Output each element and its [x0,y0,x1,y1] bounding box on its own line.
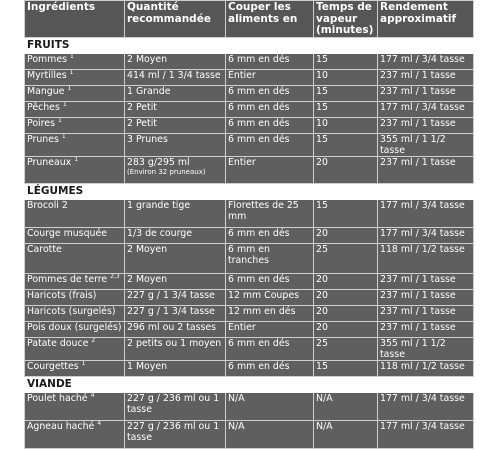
ingredient-name: Courge musquée [27,227,107,239]
quantity-text: 227 g / 1 3/4 tasse [127,289,215,301]
ingredient-cell [25,227,125,243]
quantity-text: 414 ml / 1 3/4 tasse [127,69,221,81]
yield-cell: 177 ml / 3/4 tasse [378,420,474,448]
quantity-cell [125,305,226,321]
steam-time-cell: 20 [314,305,378,321]
quantity-text: 3 Prunes [127,133,168,145]
footnote-marker: 1 [61,133,66,140]
ingredient-cell [25,156,125,183]
table-row [25,360,474,376]
quantity-text: 2 Moyen [127,243,168,255]
footnote-marker: 2,3 [110,273,120,280]
footnote-marker: 2 [91,337,96,344]
ingredient-name: Courgettes [27,360,79,372]
steam-time-cell: 25 [314,337,378,360]
quantity-text: 2 Petit [127,101,157,113]
ingredient-cell [25,243,125,273]
yield-cell: 237 ml / 1 tasse [378,273,474,289]
yield-cell: 237 ml / 1 tasse [378,321,474,337]
ingredient-cell [25,305,125,321]
table-row [25,53,474,69]
table-row [25,273,474,289]
table-row [25,69,474,85]
cut-cell: Entier [226,321,314,337]
header-yield: Rendement approximatif [378,1,474,38]
table-row [25,227,474,243]
header-row [25,1,474,38]
cut-cell: N/A [226,420,314,448]
steam-time-cell: N/A [314,420,378,448]
cut-cell: 12 mm Coupes [226,289,314,305]
ingredient-cell [25,273,125,289]
cut-cell: 6 mm en dés [226,101,314,117]
footnote-marker: 1 [69,53,74,60]
section-row [25,183,474,199]
ingredient-name: Haricots (frais) [27,289,97,301]
ingredient-cell [25,360,125,376]
ingredient-cell [25,117,125,133]
ingredient-cell [25,289,125,305]
ingredient-cell [25,53,125,69]
ingredient-name: Pois doux (surgelés) [27,321,122,333]
steam-time-cell: 20 [314,273,378,289]
footnote-marker: 4 [97,420,102,427]
ingredient-cell [25,133,125,156]
header-cut: Couper les aliments en [226,1,314,38]
quantity-text: 1 Grande [127,85,171,97]
table-row [25,85,474,101]
quantity-text: 2 Moyen [127,53,168,65]
section-title: LÉGUMES [25,183,474,199]
quantity-cell [125,227,226,243]
ingredient-name: Myrtilles [27,69,67,81]
cut-cell: Florettes de 25 mm [226,199,314,227]
quantity-cell [125,337,226,360]
quantity-text: 1 Moyen [127,360,168,372]
section-row [25,376,474,392]
quantity-cell [125,360,226,376]
header-ingredients: Ingrédients [25,1,125,38]
quantity-cell [125,243,226,273]
quantity-cell [125,273,226,289]
ingredient-name: Haricots (surgelés) [27,305,116,317]
ingredient-name: Patate douce [27,337,89,349]
cut-cell: 6 mm en dés [226,117,314,133]
footnote-marker: 4 [90,392,95,399]
footnote-marker: 1 [69,69,74,76]
quantity-cell [125,85,226,101]
quantity-text: 2 Moyen [127,273,168,285]
footnote-marker: 1 [81,360,86,367]
quantity-subnote: (Environ 32 pruneaux) [127,167,206,176]
ingredient-name: Pommes de terre [27,273,108,285]
steam-time-cell: 25 [314,243,378,273]
steam-time-cell: 20 [314,227,378,243]
table-row [25,243,474,273]
yield-cell: 237 ml / 1 tasse [378,156,474,183]
steam-time-cell: 15 [314,101,378,117]
quantity-cell [125,53,226,69]
yield-cell: 118 ml / 1/2 tasse [378,243,474,273]
table-row [25,117,474,133]
footnote-marker: 1 [62,101,67,108]
quantity-cell [125,101,226,117]
ingredient-cell [25,101,125,117]
ingredient-name: Poires [27,117,55,129]
quantity-text: 2 petits ou 1 moyen [127,337,222,349]
quantity-text: 283 g/295 ml [127,156,190,168]
steam-time-cell: 15 [314,133,378,156]
steam-time-cell: 15 [314,85,378,101]
ingredient-cell [25,392,125,420]
cut-cell: 6 mm en dés [226,273,314,289]
yield-cell: 118 ml / 1/2 tasse [378,360,474,376]
table-row [25,305,474,321]
cut-cell: Entier [226,156,314,183]
table-body [25,37,474,448]
table-row [25,199,474,227]
ingredient-cell [25,199,125,227]
quantity-cell [125,392,226,420]
steam-time-cell: 15 [314,360,378,376]
section-title: VIANDE [25,376,474,392]
cut-cell: 6 mm en dés [226,85,314,101]
steam-time-cell: 20 [314,321,378,337]
quantity-cell [125,289,226,305]
ingredient-cell [25,85,125,101]
section-row [25,37,474,53]
quantity-cell [125,199,226,227]
quantity-cell [125,156,226,183]
footnote-marker: 1 [67,85,72,92]
cut-cell: Entier [226,69,314,85]
cut-cell: 6 mm en dés [226,53,314,69]
ingredient-name: Pruneaux [27,156,72,168]
cut-cell: 6 mm en dés [226,133,314,156]
quantity-cell [125,420,226,448]
cut-cell: 6 mm en dés [226,337,314,360]
quantity-text: 227 g / 236 ml ou 1 tasse [127,420,220,443]
quantity-text: 227 g / 236 ml ou 1 tasse [127,392,220,415]
steam-time-cell: 10 [314,117,378,133]
steaming-guide-table [24,0,474,449]
cut-cell: 6 mm en tranches [226,243,314,273]
steam-time-cell: 20 [314,156,378,183]
table-row [25,101,474,117]
cut-cell: 6 mm en dés [226,227,314,243]
footnote-marker: 1 [57,117,62,124]
ingredient-name: Mangue [27,85,65,97]
steam-time-cell: 15 [314,199,378,227]
ingredient-name: Prunes [27,133,59,145]
yield-cell: 177 ml / 3/4 tasse [378,101,474,117]
table-row [25,392,474,420]
yield-cell: 237 ml / 1 tasse [378,289,474,305]
table-row [25,133,474,156]
table-row [25,289,474,305]
quantity-cell [125,117,226,133]
quantity-text: 1/3 de courge [127,227,193,239]
ingredient-cell [25,321,125,337]
table-row [25,420,474,448]
quantity-text: 227 g / 1 3/4 tasse [127,305,215,317]
table-row [25,321,474,337]
quantity-text: 2 Petit [127,117,157,129]
table-row [25,337,474,360]
steam-time-cell: 15 [314,53,378,69]
quantity-cell [125,133,226,156]
ingredient-cell [25,420,125,448]
ingredient-cell [25,337,125,360]
yield-cell: 177 ml / 3/4 tasse [378,53,474,69]
steam-time-cell: 20 [314,289,378,305]
yield-cell: 177 ml / 3/4 tasse [378,227,474,243]
ingredient-name: Brocoli 2 [27,199,68,211]
quantity-cell [125,69,226,85]
ingredient-cell [25,69,125,85]
yield-cell: 237 ml / 1 tasse [378,305,474,321]
ingredient-name: Pommes [27,53,67,65]
yield-cell: 237 ml / 1 tasse [378,117,474,133]
footnote-marker: 1 [74,156,79,163]
yield-cell: 177 ml / 3/4 tasse [378,199,474,227]
cut-cell: 6 mm en dés [226,360,314,376]
table-row [25,156,474,183]
steam-time-cell: 10 [314,69,378,85]
yield-cell: 177 ml / 3/4 tasse [378,392,474,420]
quantity-cell [125,321,226,337]
ingredient-name: Poulet haché [27,392,88,404]
yield-cell: 237 ml / 1 tasse [378,85,474,101]
section-title: FRUITS [25,37,474,53]
header-steam-time: Temps de vapeur (minutes) [314,1,378,38]
yield-cell: 237 ml / 1 tasse [378,69,474,85]
yield-cell: 355 ml / 1 1/2 tasse [378,337,474,360]
ingredient-name: Carotte [27,243,62,255]
header-quantity: Quantité recommandée [125,1,226,38]
ingredient-name: Agneau haché [27,420,95,432]
ingredient-name: Pêches [27,101,60,113]
quantity-text: 1 grande tige [127,199,191,211]
cut-cell: 12 mm en dés [226,305,314,321]
quantity-text: 296 ml ou 2 tasses [127,321,217,333]
cut-cell: N/A [226,392,314,420]
yield-cell: 355 ml / 1 1/2 tasse [378,133,474,156]
steam-time-cell: N/A [314,392,378,420]
